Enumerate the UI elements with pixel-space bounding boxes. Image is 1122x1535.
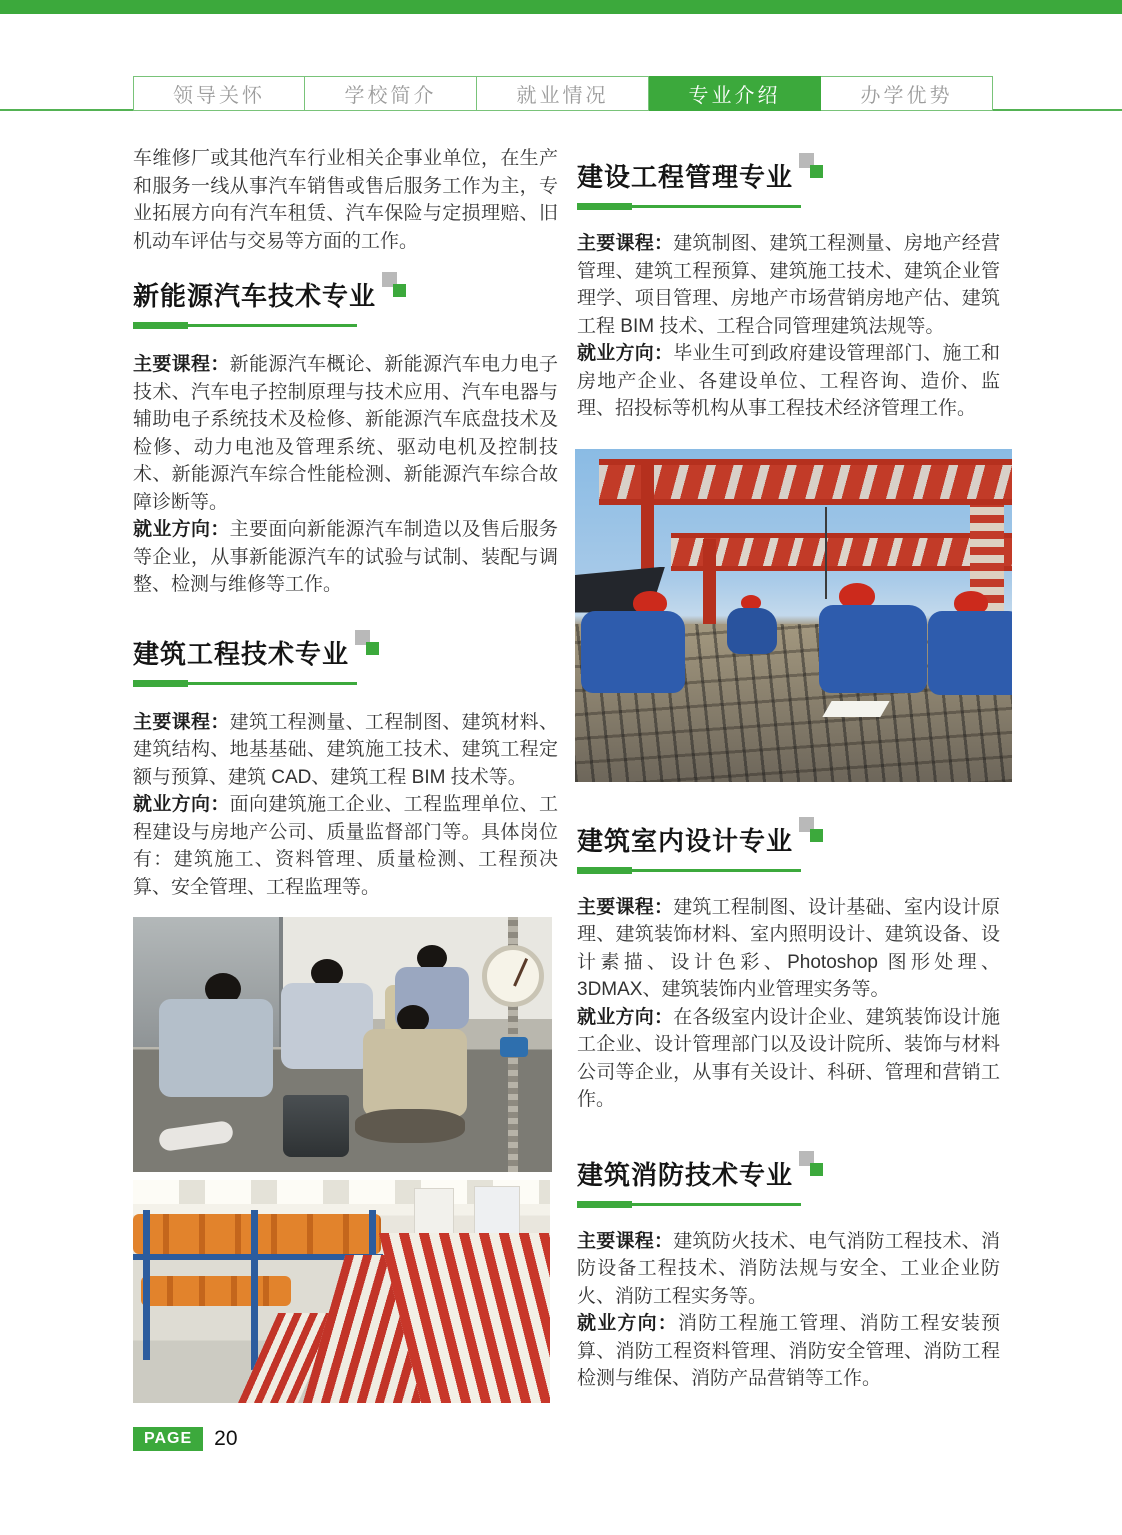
paper-sheet-shape [822, 701, 889, 717]
heading-underline [577, 1201, 801, 1208]
heading-underline [577, 867, 801, 874]
gantry-crane-truss [599, 459, 1012, 505]
soil-sample-shape [355, 1109, 465, 1143]
jobs-label: 就业方向： [577, 1006, 674, 1028]
courses-paragraph [577, 894, 1000, 1004]
courses-text: 建筑工程测量、工程制图、建筑材料、建筑结构、地基基础、建筑施工技术、建筑工程定额与预算、建筑 CAD、建筑工程 BIM 技术等。 [133, 711, 558, 788]
page-label-badge: PAGE [133, 1427, 203, 1451]
heading-deco-squares [380, 279, 410, 309]
heading-deco-squares [797, 824, 827, 854]
worker-figure [581, 591, 691, 701]
jobs-text: 面向建筑施工企业、工程监理单位、工程建设与房地产公司、质量监督部门等。具体岗位有：建筑施工、资料管理、质量检测、工程预决算、安全管理、工程监理等。 [133, 794, 558, 898]
rack-frame-bar [251, 1210, 258, 1370]
section-heading-construction-tech [133, 637, 558, 687]
jobs-paragraph [133, 516, 558, 599]
worker-figure [920, 591, 1012, 701]
section-heading-new-energy [133, 279, 558, 329]
left-column [133, 145, 558, 1403]
jobs-label: 就业方向： [577, 343, 674, 364]
test-bucket-shape [283, 1095, 349, 1157]
right-column [577, 160, 1000, 1393]
student-figure [159, 973, 279, 1123]
jobs-text: 毕业生可到政府建设管理部门、施工和房地产企业、各建设单位、工程咨询、造价、监理、招投标等机构从事工程技术经济管理工作。 [577, 343, 1000, 419]
section-title: 建筑消防技术专业 [577, 1159, 794, 1190]
orange-equipment-shelf [141, 1276, 291, 1306]
green-square-deco [810, 165, 823, 178]
worker-figure [813, 583, 933, 703]
page-number: 20 [214, 1427, 238, 1450]
jobs-text: 在各级室内设计企业、建筑装饰设计施工企业、设计管理部门以及设计院所、装饰与材料公司等企业，从事有关设计、科研、管理和营销工作。 [577, 1006, 1000, 1110]
courses-label: 主要课程： [133, 711, 230, 733]
tab-employment[interactable]: 就业情况 [477, 76, 649, 111]
courses-text: 建筑防火技术、电气消防工程技术、消防设备工程技术、消防法规与安全、工业企业防火、消防工程实务等。 [577, 1230, 1000, 1307]
heading-underline [133, 322, 357, 329]
heading-deco-squares [797, 1158, 827, 1188]
tab-leadership[interactable]: 领导关怀 [133, 76, 305, 111]
section-title: 建设工程管理专业 [577, 162, 794, 192]
jobs-text: 主要面向新能源汽车制造以及售后服务等企业，从事新能源汽车的试验与试制、装配与调整、检测与维修等工作。 [133, 519, 558, 595]
section-title: 新能源汽车技术专业 [133, 281, 377, 311]
top-green-band [0, 0, 1122, 14]
courses-paragraph [133, 709, 558, 792]
section-tab-bar [133, 76, 993, 111]
green-square-deco [366, 642, 379, 655]
valve-shape [500, 1037, 528, 1057]
heading-deco-squares [353, 637, 383, 667]
jobs-label: 就业方向： [577, 1313, 678, 1334]
green-square-deco [810, 829, 823, 842]
photo-equipment-warehouse [133, 1180, 550, 1403]
courses-label: 主要课程： [577, 1230, 674, 1252]
courses-paragraph [577, 1228, 1000, 1311]
heading-underline [133, 680, 357, 687]
jobs-paragraph [133, 791, 558, 901]
courses-label: 主要课程： [133, 354, 230, 375]
jobs-paragraph [577, 1310, 1000, 1393]
section-heading-construction-mgmt [577, 160, 1000, 210]
heading-underline [577, 203, 801, 210]
green-square-deco [810, 1163, 823, 1176]
green-square-deco [393, 284, 406, 297]
tab-school-intro[interactable]: 学校简介 [305, 76, 477, 111]
gantry-crane-truss [671, 533, 1012, 571]
courses-text: 新能源汽车概论、新能源汽车电力电子技术、汽车电子控制原理与技术应用、汽车电器与辅助电子系统技术及检修、新能源汽车底盘技术及检修、动力电池及管理系统、驱动电机及控制技术、新能源汽车综合性能检测、新能源汽车综合故障诊断等。 [133, 354, 558, 513]
courses-text: 建筑工程制图、设计基础、室内设计原理、建筑装饰材料、室内照明设计、建筑设备、设计素描、设计色彩、Photoshop 图形处理、3DMAX、建筑装饰内业管理实务等。 [577, 896, 1000, 1000]
section-heading-fire-tech [577, 1158, 1000, 1208]
courses-label: 主要课程： [577, 896, 674, 918]
rack-frame-bar [143, 1210, 150, 1360]
dial-gauge-shape [482, 945, 544, 1007]
section-heading-interior-design [577, 824, 1000, 874]
courses-label: 主要课程： [577, 233, 674, 254]
worker-figure [727, 595, 787, 665]
photo-soil-testing-lab [133, 917, 552, 1172]
jobs-label: 就业方向： [133, 519, 230, 540]
photo-construction-site [575, 449, 1012, 782]
section-title: 建筑工程技术专业 [133, 638, 350, 669]
section-title: 建筑室内设计专业 [577, 825, 794, 856]
jobs-text: 消防工程施工管理、消防工程安装预算、消防工程资料管理、消防安全管理、消防工程检测与维保、消防产品营销等工作。 [577, 1313, 1000, 1389]
courses-paragraph [577, 230, 1000, 340]
jobs-paragraph [577, 1004, 1000, 1114]
tab-majors-active[interactable]: 专业介绍 [649, 76, 821, 111]
jobs-label: 就业方向： [133, 794, 230, 815]
tab-advantages[interactable]: 办学优势 [821, 76, 993, 111]
intro-paragraph: 车维修厂或其他汽车行业相关企事业单位，在生产和服务一线从事汽车销售或售后服务工作为主，专业拓展方向有汽车租赁、汽车保险与定损理赔、旧机动车评估与交易等方面的工作。 [133, 148, 558, 252]
shoe-shape [158, 1120, 234, 1152]
page-footer [133, 1427, 238, 1451]
courses-paragraph [133, 351, 558, 516]
heading-deco-squares [797, 160, 827, 190]
courses-text: 建筑制图、建筑工程测量、房地产经营管理、建筑工程预算、建筑施工技术、建筑企业管理学、项目管理、房地产市场营销房地产估、建筑工程 BIM 技术、工程合同管理建筑法规等。 [577, 233, 1000, 337]
jobs-paragraph [577, 340, 1000, 423]
